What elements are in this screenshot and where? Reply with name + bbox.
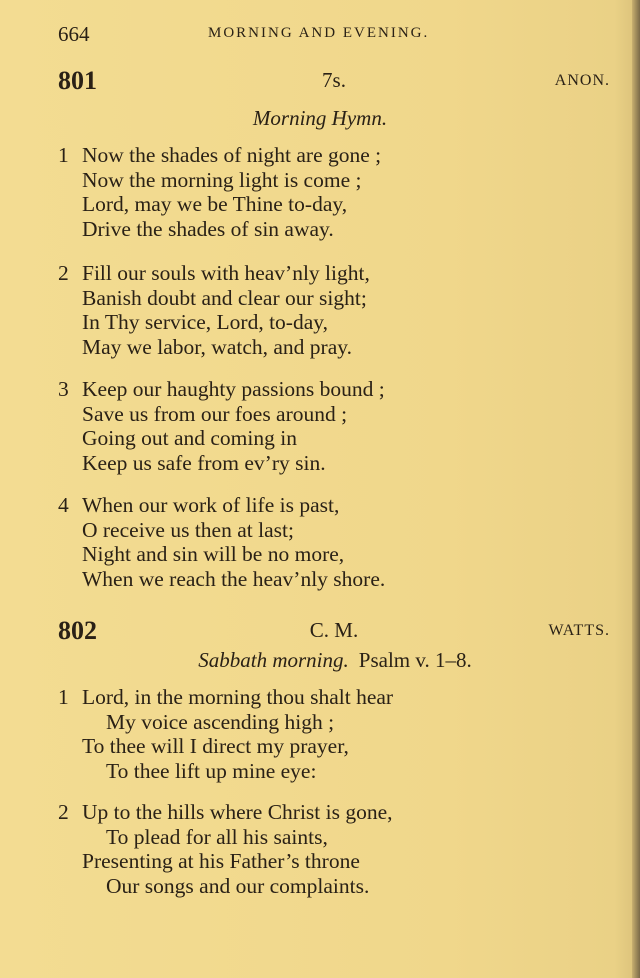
line-text: To plead for all his saints, — [106, 824, 328, 849]
stanza-number: 4 — [58, 493, 69, 517]
line-text: Presenting at his Father’s throne — [82, 849, 360, 873]
line-text: Save us from our foes around ; — [82, 401, 348, 426]
stanza-number: 2 — [58, 800, 69, 824]
line-text: When our work of life is past, — [82, 493, 340, 517]
page-header — [58, 22, 610, 46]
line-text: O receive us then at last; — [82, 517, 294, 542]
hymn-title: Morning Hymn. — [252, 106, 388, 130]
stanza-number: 1 — [58, 685, 69, 709]
line-text: Keep us safe from ev’ry sin. — [82, 450, 326, 475]
hymn-author: ANON. — [554, 72, 610, 89]
line-text: To thee will I direct my prayer, — [82, 734, 349, 758]
hymn-801-heading — [58, 66, 610, 96]
hymn-title: Sabbath morning. — [198, 648, 349, 672]
line-text: My voice ascending high ; — [106, 709, 335, 734]
line-text: Drive the shades of sin away. — [82, 216, 334, 241]
hymn-author: WATTS. — [548, 622, 610, 639]
line-text: Fill our souls with heav’nly light, — [82, 261, 370, 285]
hymn-802-heading — [58, 616, 610, 646]
running-head: MORNING AND EVENING. — [208, 25, 430, 41]
hymn-801-title — [0, 106, 640, 131]
hymn-meter: C. M. — [309, 618, 359, 642]
line-text: Our songs and our complaints. — [106, 873, 370, 898]
line-text: Lord, in the morning thou shalt hear — [82, 685, 394, 709]
line-text: Keep our haughty passions bound ; — [82, 377, 385, 401]
line-text: Lord, may we be Thine to-day, — [82, 192, 348, 216]
stanza-number: 2 — [58, 261, 69, 285]
hymn-802-title — [30, 648, 640, 673]
hymn-number: 802 — [58, 616, 97, 645]
line-text: To thee lift up mine eye: — [106, 758, 317, 783]
line-text: Now the morning light is come ; — [82, 167, 362, 192]
line-text: In Thy service, Lord, to-day, — [82, 310, 328, 334]
hymn-meter: 7s. — [322, 68, 346, 92]
line-text: Up to the hills where Christ is gone, — [82, 800, 393, 824]
hymn-number: 801 — [58, 66, 97, 95]
line-text: Banish doubt and clear our sight; — [82, 285, 367, 310]
line-text: Now the shades of night are gone ; — [82, 143, 382, 167]
stanza-number: 1 — [58, 143, 69, 167]
page-number: 664 — [58, 22, 90, 46]
scripture-reference: Psalm v. 1–8. — [358, 648, 472, 672]
page-edge — [632, 0, 640, 978]
line-text: Going out and coming in — [82, 426, 297, 450]
stanza-number: 3 — [58, 377, 69, 401]
line-text: Night and sin will be no more, — [82, 542, 345, 566]
line-text: May we labor, watch, and pray. — [82, 334, 352, 359]
line-text: When we reach the heav’nly shore. — [82, 566, 386, 591]
